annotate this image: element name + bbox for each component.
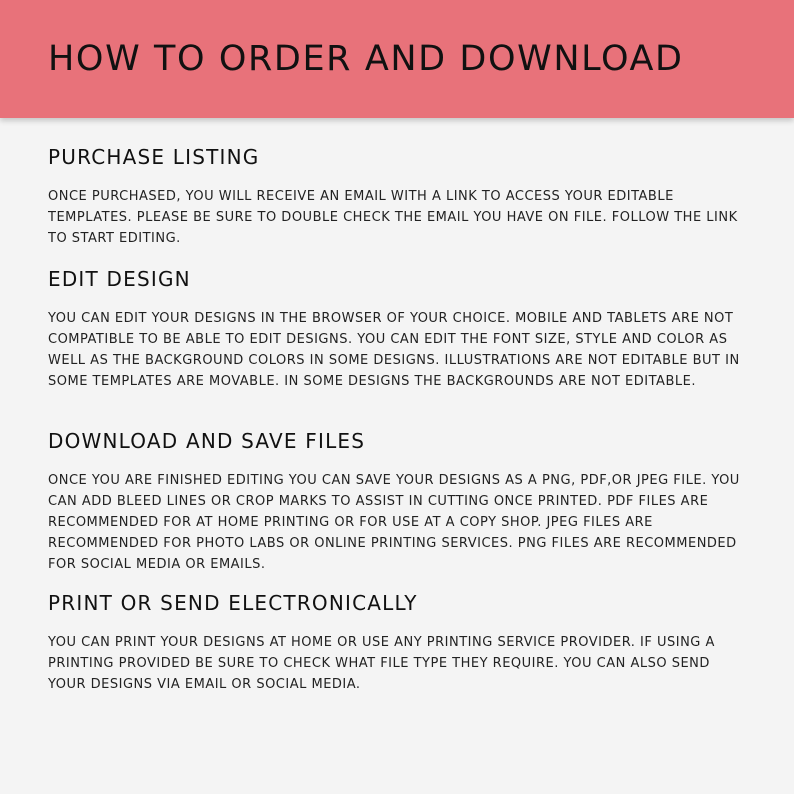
section-body: ONCE YOU ARE FINISHED EDITING YOU CAN SAVE YOUR DESIGNS AS A PNG, PDF,OR JPEG FILE. YOU CAN ADD BLEED LINES OR CROP MARKS TO ASSIST IN CUTTING ONCE PRINTED. PDF FILES ARE RECOMMENDED FOR AT HOME PRINTING OR FOR USE AT A COPY SHOP. JPEG FILES ARE RECOMMENDED FOR PHOTO LABS OR ONLINE PRINTING SERVICES. PNG FILES ARE RECOMMENDED FOR SOCIAL MEDIA OR EMAILS.	[48, 473, 740, 572]
section-body: YOU CAN PRINT YOUR DESIGNS AT HOME OR USE ANY PRINTING SERVICE PROVIDER. IF USING A PRINTING PROVIDED BE SURE TO CHECK WHAT FILE TYPE THEY REQUIRE. YOU CAN ALSO SEND YOUR DESIGNS VIA EMAIL OR SOCIAL MEDIA.	[48, 635, 715, 692]
section-heading: PURCHASE LISTING	[48, 145, 260, 169]
section-heading: PRINT OR SEND ELECTRONICALLY	[48, 591, 418, 615]
section-body: YOU CAN EDIT YOUR DESIGNS IN THE BROWSER OF YOUR CHOICE. MOBILE AND TABLETS ARE NOT COMPATIBLE TO BE ABLE TO EDIT DESIGNS. YOU CAN EDIT THE FONT SIZE, STYLE AND COLOR AS WELL AS THE BACKGROUND COLORS IN SOME DESIGNS. ILLUSTRATIONS ARE NOT EDITABLE BUT IN SOME TEMPLATES ARE MOVABLE. IN SOME DESIGNS THE BACKGROUNDS ARE NOT EDITABLE.	[48, 311, 740, 389]
section-body: ONCE PURCHASED, YOU WILL RECEIVE AN EMAIL WITH A LINK TO ACCESS YOUR EDITABLE TEMPLATES. PLEASE BE SURE TO DOUBLE CHECK THE EMAIL YOU HAVE ON FILE. FOLLOW THE LINK TO START EDITING.	[48, 189, 738, 246]
section-heading: DOWNLOAD AND SAVE FILES	[48, 429, 366, 453]
section-purchase-listing	[48, 140, 748, 249]
instructions-content	[48, 140, 748, 695]
section-heading: EDIT DESIGN	[48, 267, 191, 291]
section-download-and-save	[48, 424, 748, 575]
section-print-or-send	[48, 586, 748, 695]
header-banner	[0, 0, 794, 118]
section-edit-design	[48, 262, 748, 413]
page-title: HOW TO ORDER AND DOWNLOAD	[48, 39, 684, 79]
